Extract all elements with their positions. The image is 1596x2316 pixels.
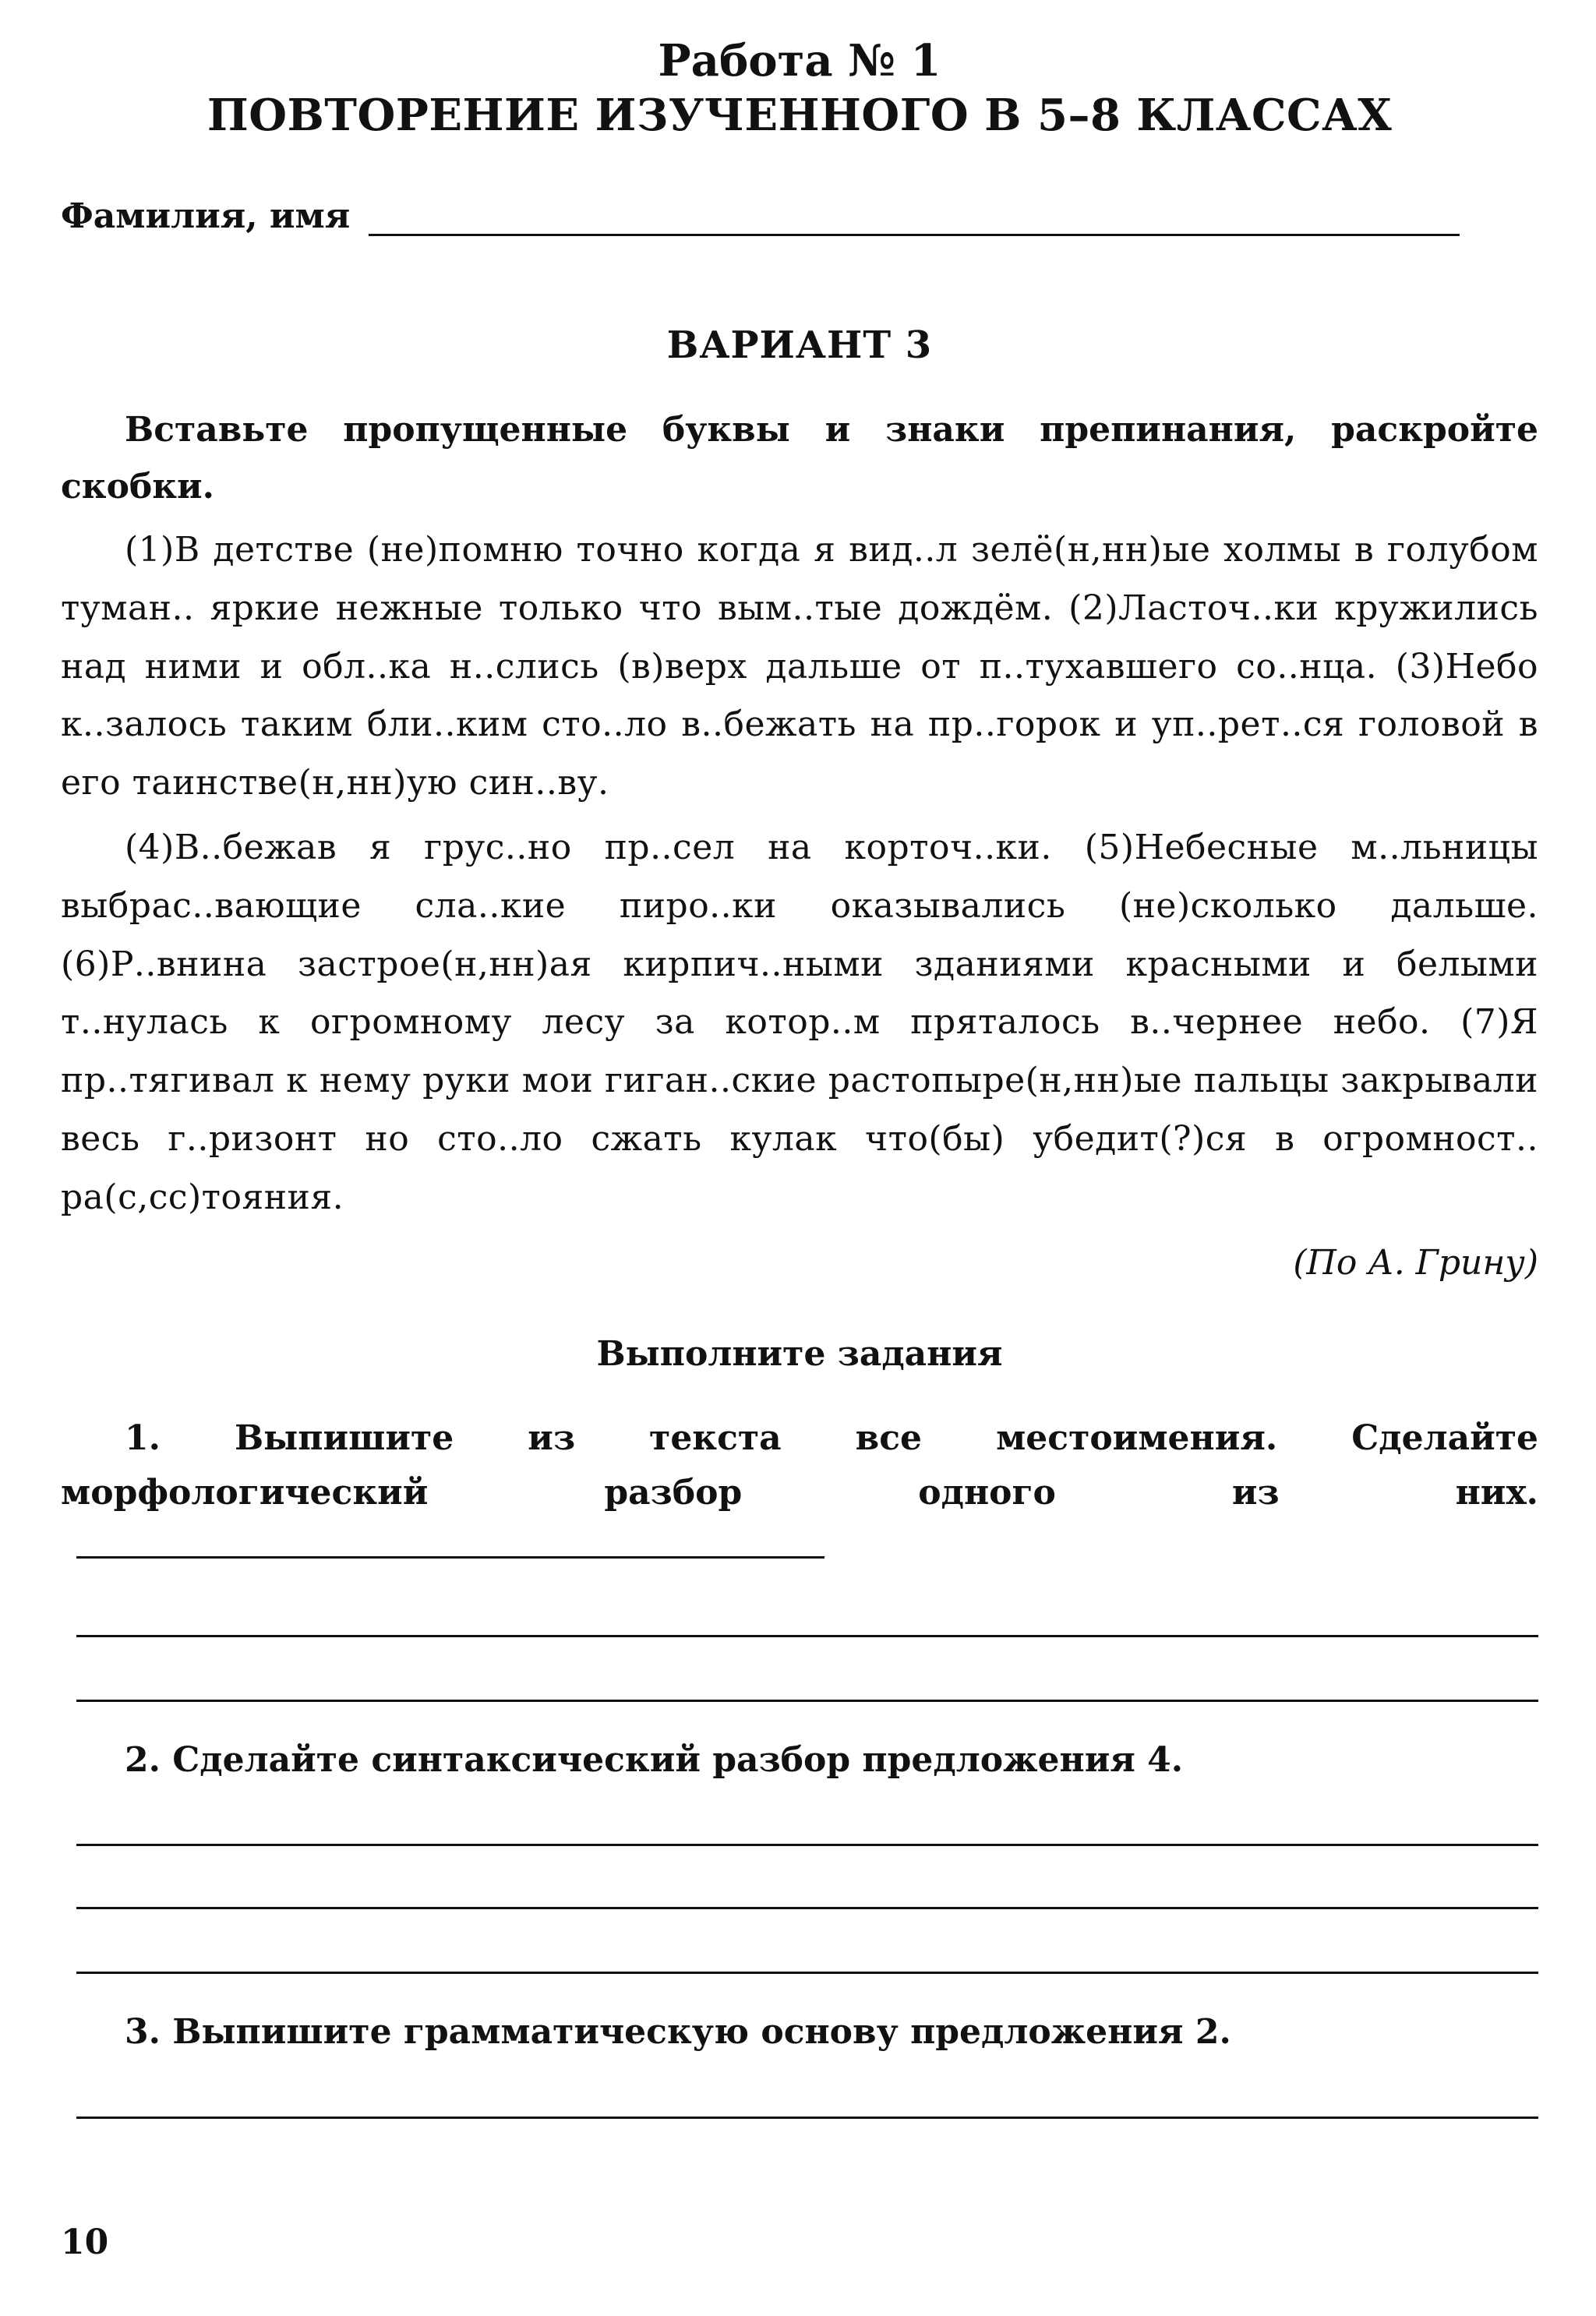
task-1-answer-line[interactable]: [76, 1635, 1538, 1637]
task-1-text: 1. Выпишите из текста все местоимения. Сделайте морфологический разбор одного из них.: [61, 1417, 1538, 1513]
task-2-answer-line[interactable]: [76, 1907, 1538, 1909]
task-1-inline-answer-line[interactable]: [76, 1550, 824, 1559]
task-3-text: 3. Выпишите грамматическую основу предложения 2.: [125, 2012, 1231, 2053]
name-field-label: Фамилия, имя: [61, 196, 351, 236]
tasks-heading: Выполните задания: [596, 1333, 1003, 1374]
page-number: 10: [61, 2222, 109, 2262]
work-title: Работа № 1: [658, 35, 941, 86]
task-3: [61, 2005, 1538, 2060]
text-paragraph-2: (4)В..бежав я грус..но пр..сел на корточ..ки. (5)Небесные м..льницы выбрас..вающие сла..кие пиро..ки оказывались (не)сколько дальше. (6)Р..внина застрое(н,нн)ая кирпич..ными зданиями красными и белыми т..нулась к огромному лесу за котор..м пряталось в..чернее небо. (7)Я пр..тягивал к нему руки мои гиган..ские растопыре(н,нн)ые пальцы закрывали весь г..ризонт но сто..ло сжать кулак что(бы) убедит(?)ся в огромност.. ра(с,сс)тояния.: [61, 828, 1538, 1217]
task-2-answer-line[interactable]: [76, 1844, 1538, 1846]
task-1: [61, 1411, 1538, 1576]
task-2: [61, 1733, 1538, 1788]
task-1-answer-line[interactable]: [76, 1700, 1538, 1702]
variant-heading: ВАРИАНТ 3: [666, 323, 933, 367]
author-attribution: (По А. Грину): [1293, 1242, 1538, 1283]
name-answer-line[interactable]: [369, 203, 1460, 236]
task-3-answer-line[interactable]: [76, 2117, 1538, 2119]
worksheet-page: [61, 37, 1538, 2119]
text-paragraph-1: (1)В детстве (не)помню точно когда я вид..л зелё(н,нн)ые холмы в голубом туман.. яркие нежные только что вым..тые дождём. (2)Ласточ..ки кружились над ними и обл..ка н..слись (в)верх дальше от п..тухавшего со..нца. (3)Небо к..залось таким бли..ким сто..ло в..бежать на пр..горок и уп..рет..ся головой в его таинстве(н,нн)ую син..ву.: [61, 530, 1538, 803]
name-field: [61, 196, 1538, 236]
instruction-text: Вставьте пропущенные буквы и знаки препинания, раскройте скобки.: [61, 409, 1538, 507]
task-2-text: 2. Сделайте синтаксический разбор предложения 4.: [125, 1739, 1184, 1780]
task-2-answer-line[interactable]: [76, 1972, 1538, 1974]
work-subtitle: ПОВТОРЕНИЕ ИЗУЧЕННОГО В 5–8 КЛАССАХ: [207, 89, 1393, 141]
